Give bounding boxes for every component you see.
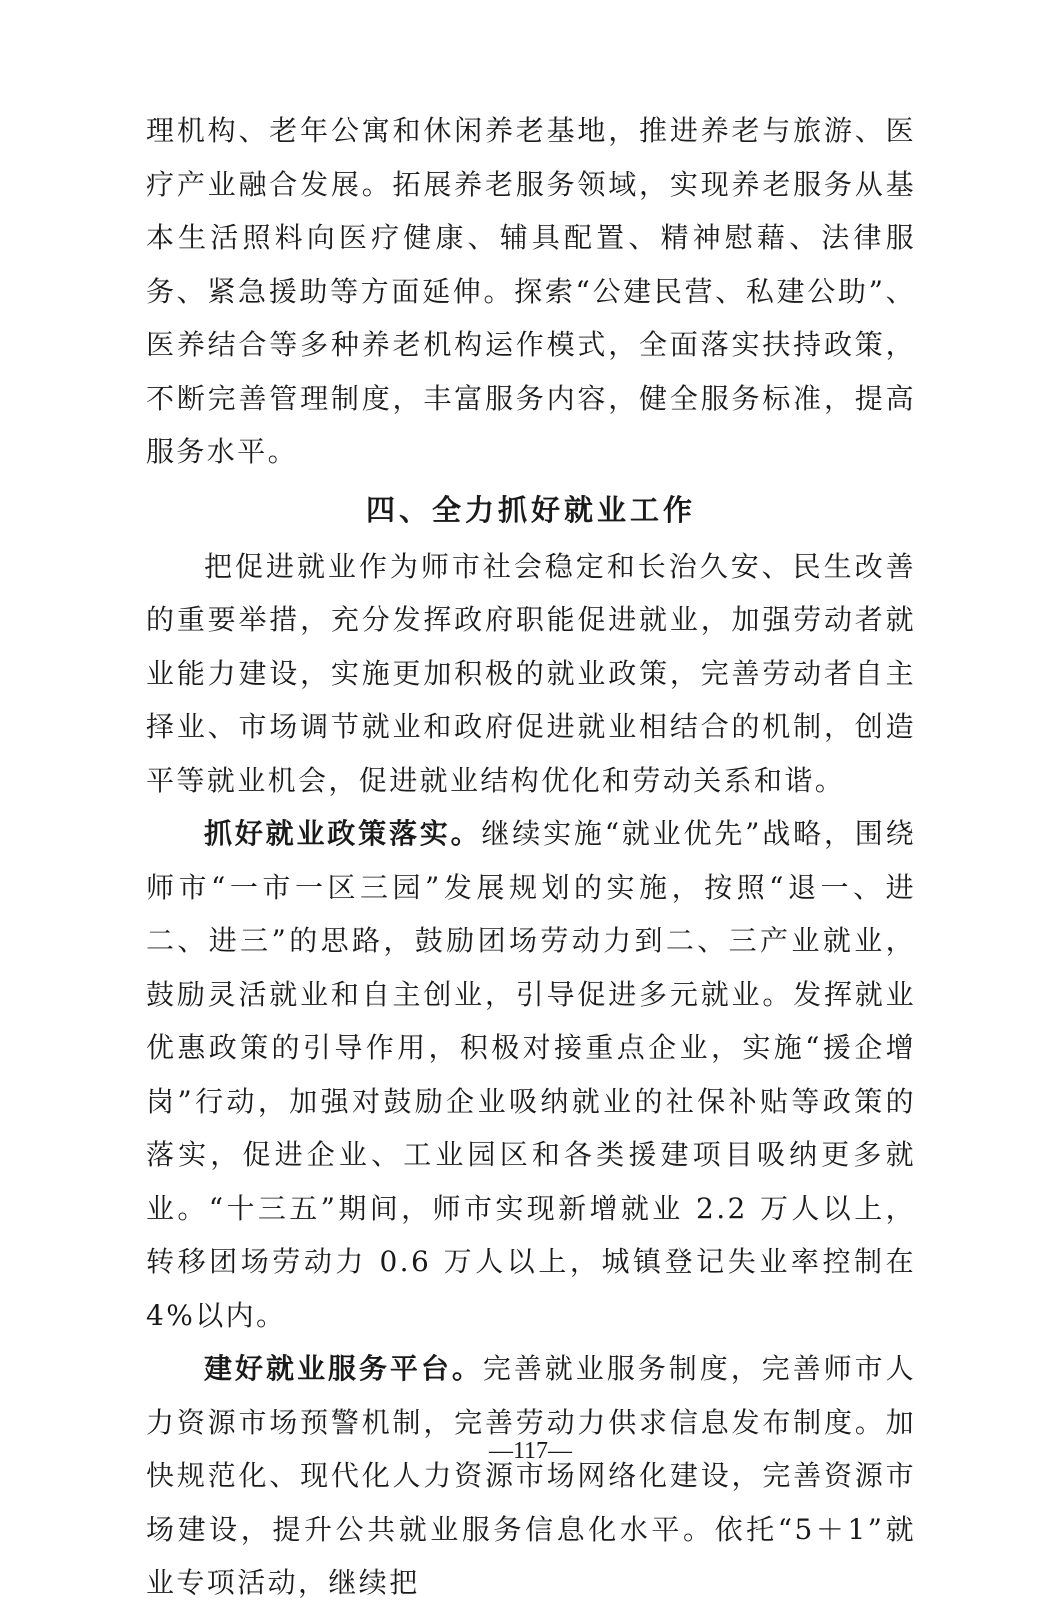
continued-paragraph: 理机构、老年公寓和休闲养老基地，推进养老与旅游、医疗产业融合发展。拓展养老服务领域，实现养老服务从基本生活照料向医疗健康、辅具配置、精神慰藉、法律服务、紧急援助等方面延伸。探索“公建民营、私建公助”、医养结合等多种养老机构运作模式，全面落实扶持政策，不断完善管理制度，丰富服务内容，健全服务标准，提高服务水平。 xyxy=(146,114,916,468)
intro-paragraph: 把促进就业作为师市社会稳定和长治久安、民生改善的重要举措，充分发挥政府职能促进就业，加强劳动者就业能力建设，实施更加积极的就业政策，完善劳动者自主择业、市场调节就业和政府促进就业相结合的机制，创造平等就业机会，促进就业结构优化和劳动关系和谐。 xyxy=(146,549,916,797)
document-page xyxy=(146,104,916,1610)
page-number: —117— xyxy=(488,1438,573,1464)
policy-body: 继续实施“就业优先”战略，围绕师市“一市一区三园”发展规划的实施，按照“退一、进二、进三”的思路，鼓励团场劳动力到二、三产业就业，鼓励灵活就业和自主创业，引导促进多元就业。发挥就业优惠政策的引导作用，积极对接重点企业，实施“援企增岗”行动，加强对鼓励企业吸纳就业的社保补贴等政策的落实，促进企业、工业园区和各类援建项目吸纳更多就业。“十三五”期间，师市实现新增就业 2.2 万人以上，转移团场劳动力 0.6 万人以上，城镇登记失业率控制在 4%以内。 xyxy=(146,817,916,1332)
platform-lead: 建好就业服务平台。 xyxy=(204,1352,483,1385)
policy-paragraph xyxy=(146,807,916,1342)
platform-body: 完善就业服务制度，完善师市人力资源市场预警机制，完善劳动力供求信息发布制度。加快规范化、现代化人力资源市场网络化建设，完善资源市场建设，提升公共就业服务信息化水平。依托“5＋1”就业专项活动，继续把 xyxy=(146,1352,916,1599)
policy-lead: 抓好就业政策落实。 xyxy=(204,817,482,850)
platform-paragraph xyxy=(146,1342,916,1610)
section-heading: 四、全力抓好就业工作 xyxy=(365,492,696,527)
